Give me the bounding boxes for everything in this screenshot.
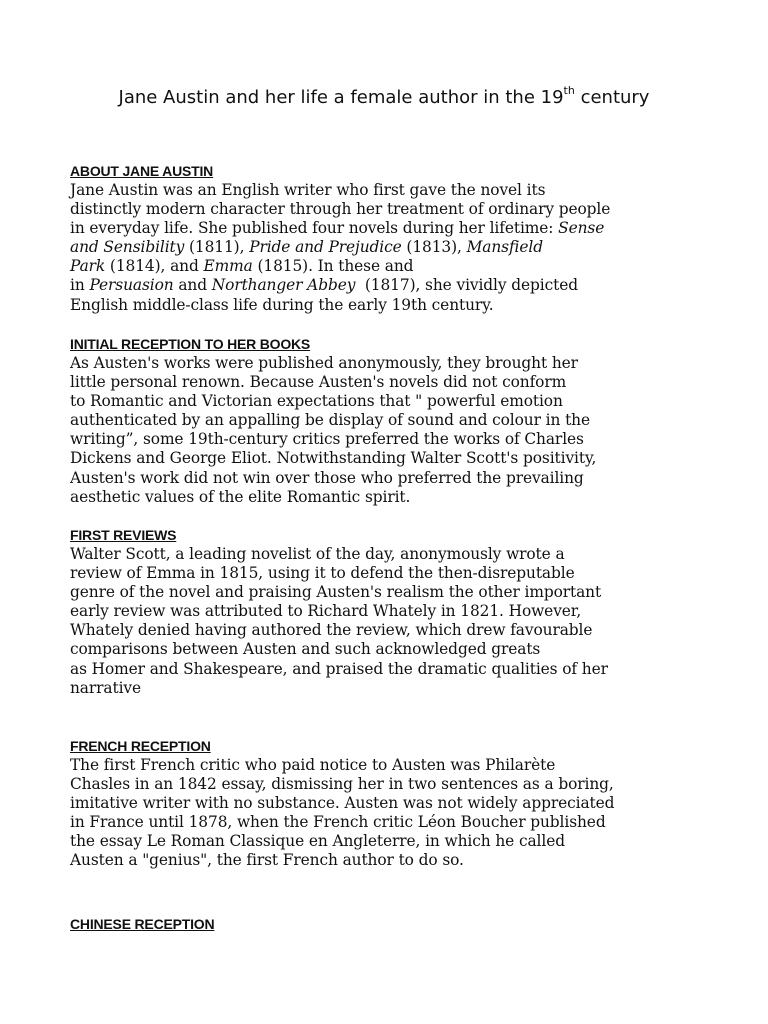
body-text: (1814), and xyxy=(105,257,204,276)
section-french-reception xyxy=(70,736,710,871)
title-main: Jane Austin and her life a female author in the 19 xyxy=(118,87,564,108)
section-heading: CHINESE RECEPTION xyxy=(70,916,215,932)
section-first-reviews xyxy=(70,525,710,698)
italic-title: Emma xyxy=(203,257,253,276)
body-text: (1817), she vividly depicted xyxy=(355,276,578,295)
section-heading: ABOUT JANE AUSTIN xyxy=(70,163,214,179)
body-text: (1815). In these and xyxy=(252,257,414,276)
italic-title: Sense xyxy=(558,219,605,238)
italic-title: and Sensibility xyxy=(70,238,185,257)
body-line: in everyday life. She published four novels during her lifetime: xyxy=(70,219,559,238)
section-initial-reception xyxy=(70,334,710,507)
body-text: (1813), xyxy=(401,238,467,257)
title-tail: century xyxy=(574,87,650,108)
section-heading: FRENCH RECEPTION xyxy=(70,738,211,754)
section-body: The first French critic who paid notice to Austen was Philarète Chasles in an 1842 essay, dismissing her in two sentences as a boring, imitative writer with no substance. Austen was not widely appreciated in France until 1878, when the French critic Léon Boucher published the essay Le Roman Classique en Angleterre, in which he called Austen a "genius", the first French author to do so. xyxy=(70,756,615,870)
italic-title: Mansfield xyxy=(466,238,543,257)
section-heading: INITIAL RECEPTION TO HER BOOKS xyxy=(70,336,311,352)
italic-title: Pride and Prejudice xyxy=(249,238,402,257)
document-title xyxy=(0,84,768,112)
title-superscript: th xyxy=(563,84,575,97)
body-text: in xyxy=(70,276,90,295)
italic-title: Persuasion xyxy=(89,276,174,295)
body-text: (1811), xyxy=(184,238,250,257)
body-line: Jane Austin was an English writer who first gave the novel its xyxy=(70,181,546,199)
section-chinese-reception xyxy=(70,914,710,934)
italic-title: Park xyxy=(70,257,106,276)
section-about-jane-austin xyxy=(70,161,710,315)
section-heading: FIRST REVIEWS xyxy=(70,527,177,543)
body-line: English middle-class life during the early 19th century. xyxy=(70,295,494,314)
body-line: distinctly modern character through her treatment of ordinary people xyxy=(70,200,611,219)
section-body: Walter Scott, a leading novelist of the day, anonymously wrote a review of Emma in 1815, using it to defend the then-disreputable genre of the novel and praising Austen's realism the other important early review was attributed to Richard Whately in 1821. However, Whately denied having authored the review, which drew favourable comparisons between Austen and such acknowledged greats as Homer and Shakespeare, and praised the dramatic qualities of her narrative xyxy=(70,545,608,697)
body-text: and xyxy=(173,276,212,295)
italic-title: Northanger Abbey xyxy=(211,276,356,295)
section-body: As Austen's works were published anonymously, they brought her little personal renown. Because Austen's novels did not conform to Romantic and Victorian expectations that " powerful emotion authenticated by an appalling be display of sound and colour in the writing”, some 19th-century critics preferred the works of Charles Dickens and George Eliot. Notwithstanding Walter Scott's positivity, Austen's work did not win over those who preferred the prevailing aesthetic values of the elite Romantic spirit. xyxy=(70,354,597,506)
section-body xyxy=(70,181,710,315)
